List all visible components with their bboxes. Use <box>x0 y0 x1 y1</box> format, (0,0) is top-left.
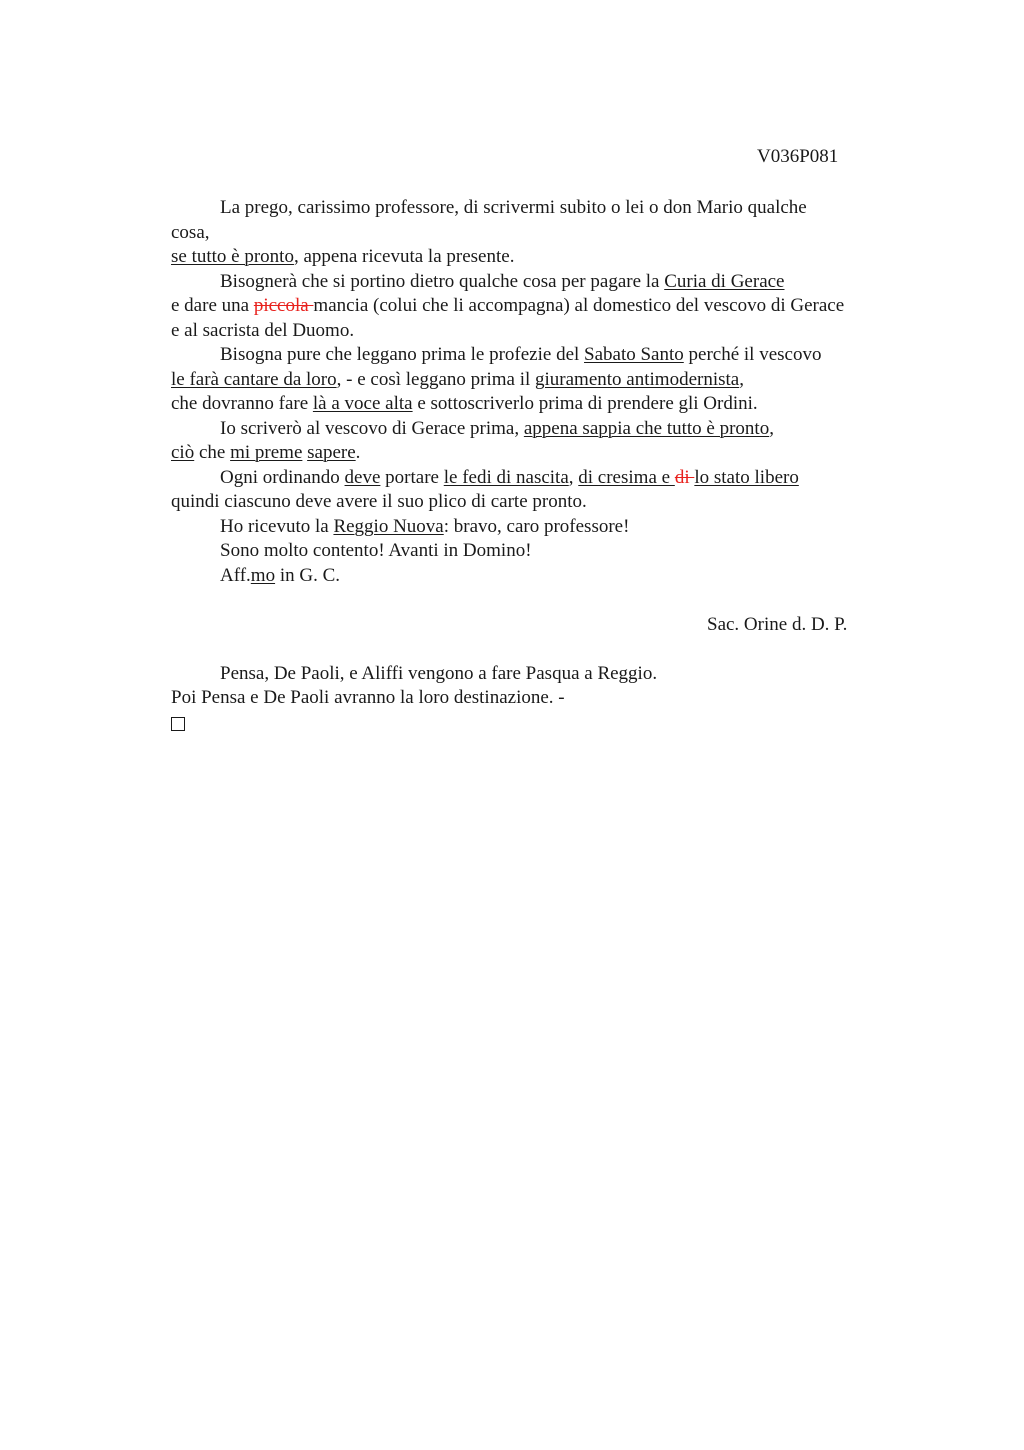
text-run: Pensa, De Paoli, e Aliffi vengono a fare Pasqua a Reggio. <box>220 662 658 684</box>
signature: Sac. Orine d. D. P. <box>707 613 848 635</box>
text-run: Sono molto contento! Avanti in Domino! <box>220 540 532 561</box>
text-run: , <box>769 417 774 439</box>
text-line <box>171 319 911 344</box>
text-run: portare <box>380 466 444 488</box>
underlined-text: le farà cantare da loro <box>171 368 337 390</box>
underlined-text: ciò <box>171 442 195 463</box>
text-run: cosa, <box>171 221 210 243</box>
text-run: quindi ciascuno deve avere il suo plico di carte pronto. <box>171 491 587 512</box>
underlined-text: Curia di Gerace <box>664 270 785 292</box>
document-code: V036P081 <box>757 146 839 167</box>
text-line <box>171 294 911 319</box>
postscript-line <box>171 686 911 711</box>
checkbox-square-icon <box>171 717 185 731</box>
letter-body <box>171 196 911 735</box>
text-run: che <box>194 442 231 463</box>
text-line <box>171 466 911 491</box>
text-line <box>171 343 911 368</box>
text-run: Ogni ordinando <box>220 466 345 488</box>
text-line <box>171 221 911 246</box>
underlined-text: le fedi di nascita <box>443 466 569 488</box>
struck-text: di <box>674 466 695 488</box>
text-line <box>171 564 911 589</box>
text-run: che dovranno fare <box>171 393 313 414</box>
underlined-text: deve <box>344 466 381 488</box>
text-run: mancia (colui che li accompagna) al domestico del vescovo di Gerace <box>313 295 845 316</box>
underlined-text: appena sappia che tutto è pronto <box>523 417 770 439</box>
underlined-text: sapere <box>307 442 356 463</box>
text-line <box>171 368 911 393</box>
text-line <box>171 490 911 515</box>
text-run: perché il vescovo <box>683 344 822 365</box>
text-run: Bisogna pure che leggano prima le profezie del <box>220 344 585 365</box>
underlined-text: mi preme <box>230 442 303 463</box>
text-run: e al sacrista del Duomo. <box>171 319 355 341</box>
text-run: , <box>568 466 579 488</box>
text-run: , - e così leggano prima il <box>336 368 536 390</box>
blank-line <box>171 637 911 662</box>
struck-text: piccola <box>253 295 314 316</box>
underlined-text: Reggio Nuova <box>333 515 444 537</box>
text-run: Ho ricevuto la <box>220 515 334 537</box>
underlined-text: lo stato libero <box>694 466 799 488</box>
text-run: : bravo, caro professore! <box>443 515 630 537</box>
text-line <box>171 417 911 442</box>
underlined-text: se tutto è pronto <box>171 246 294 267</box>
text-line <box>171 515 911 540</box>
text-run: . <box>355 442 361 463</box>
postscript-line <box>171 662 911 687</box>
text-line <box>171 270 911 295</box>
underlined-text: mo <box>250 564 276 586</box>
text-run: in G. C. <box>275 564 341 586</box>
text-run: Bisognerà che si portino dietro qualche cosa per pagare la <box>220 270 665 292</box>
text-run: , <box>739 368 744 390</box>
text-run: e sottoscriverlo prima di prendere gli Ordini. <box>412 393 758 414</box>
text-run: Aff. <box>220 564 251 586</box>
text-line <box>171 441 911 466</box>
underlined-text: giuramento antimodernista <box>535 368 740 390</box>
text-run: e dare una <box>171 295 254 316</box>
text-run: La prego, carissimo professore, di scrivermi subito o lei o don Mario qualche <box>220 197 807 218</box>
text-line <box>171 392 911 417</box>
text-line <box>171 245 911 270</box>
underlined-text: di cresima e <box>578 466 675 488</box>
underlined-text: là a voce alta <box>312 393 413 414</box>
text-run: Io scriverò al vescovo di Gerace prima, <box>220 417 524 439</box>
text-line <box>171 196 911 221</box>
underlined-text: Sabato Santo <box>584 344 684 365</box>
text-run: Poi Pensa e De Paoli avranno la loro destinazione. - <box>171 687 565 708</box>
blank-line <box>171 588 911 613</box>
text-line <box>171 711 911 736</box>
text-run: , appena ricevuta la presente. <box>293 246 515 267</box>
text-line <box>171 539 911 564</box>
